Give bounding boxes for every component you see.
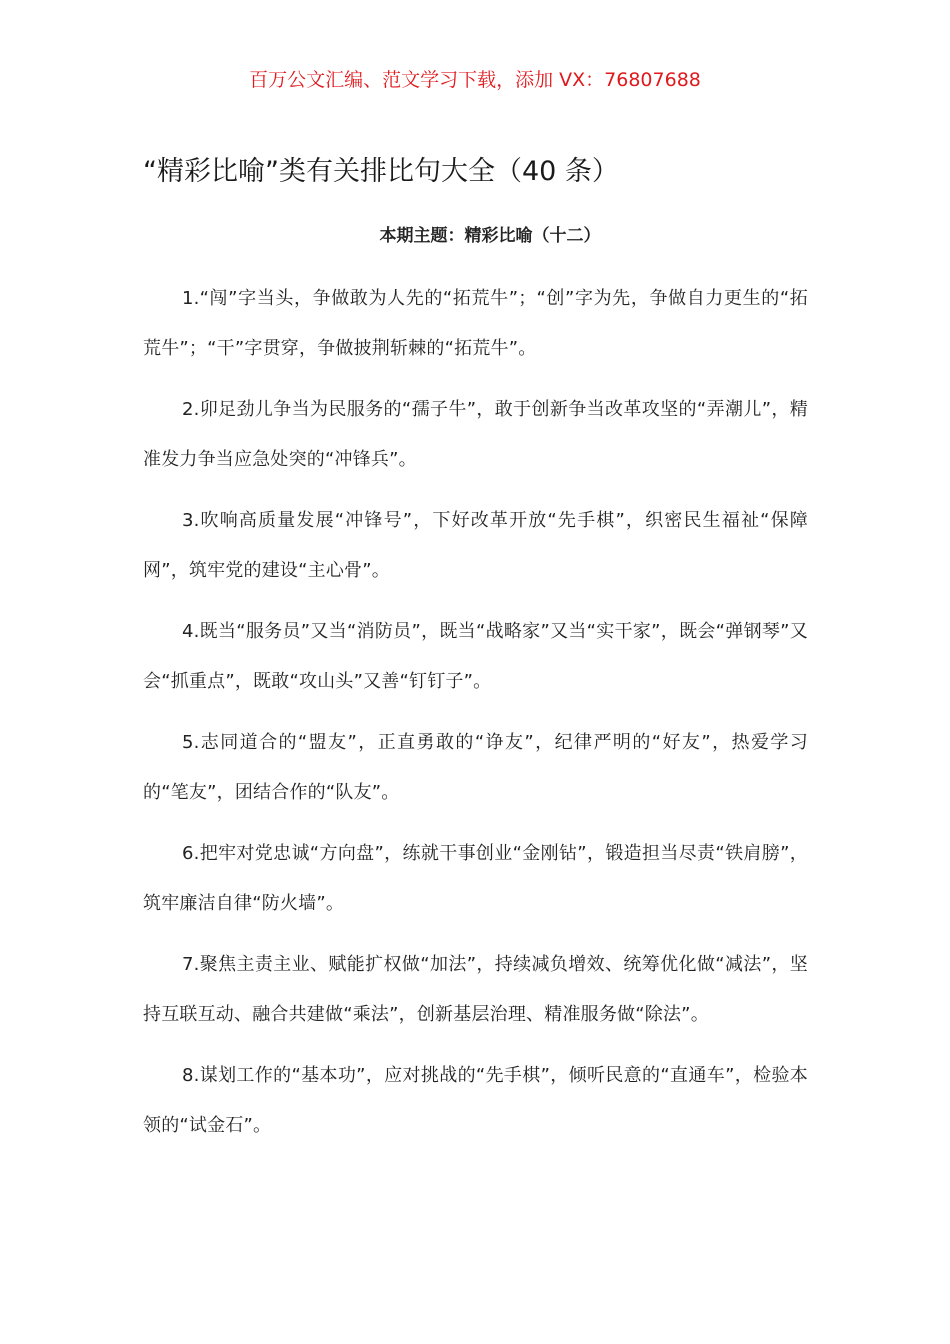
list-item: 4.既当“服务员”又当“消防员”，既当“战略家”又当“实干家”，既会“弹钢琴”又会“抓重点”，既敢“攻山头”又善“钉钉子”。 [143,621,808,692]
item-list [143,274,808,1162]
list-item: 2.卯足劲儿争当为民服务的“孺子牛”，敢于创新争当改革攻坚的“弄潮儿”，精准发力争当应急处突的“冲锋兵”。 [143,399,808,470]
list-item: 8.谋划工作的“基本功”，应对挑战的“先手棋”，倾听民意的“直通车”，检验本领的“试金石”。 [143,1065,808,1136]
promo-banner: 百万公文汇编、范文学习下载，添加 VX：76807688 [249,69,701,91]
document-title: “精彩比喻”类有关排比句大全（40 条） [143,156,619,187]
list-item: 3.吹响高质量发展“冲锋号”，下好改革开放“先手棋”，织密民生福祉“保障网”，筑牢党的建设“主心骨”。 [143,510,808,581]
list-item: 1.“闯”字当头，争做敢为人先的“拓荒牛”；“创”字为先，争做自力更生的“拓荒牛”；“干”字贯穿，争做披荆斩棘的“拓荒牛”。 [143,288,808,359]
list-item: 5.志同道合的“盟友”，正直勇敢的“诤友”，纪律严明的“好友”，热爱学习的“笔友”，团结合作的“队友”。 [143,732,808,803]
document-subtitle: 本期主题：精彩比喻（十二） [379,226,601,246]
list-item: 7.聚焦主责主业、赋能扩权做“加法”，持续减负增效、统筹优化做“减法”，坚持互联互动、融合共建做“乘法”，创新基层治理、精准服务做“除法”。 [143,954,808,1025]
list-item: 6.把牢对党忠诚“方向盘”，练就干事创业“金刚钻”，锻造担当尽责“铁肩膀”，筑牢廉洁自律“防火墙”。 [143,843,808,914]
